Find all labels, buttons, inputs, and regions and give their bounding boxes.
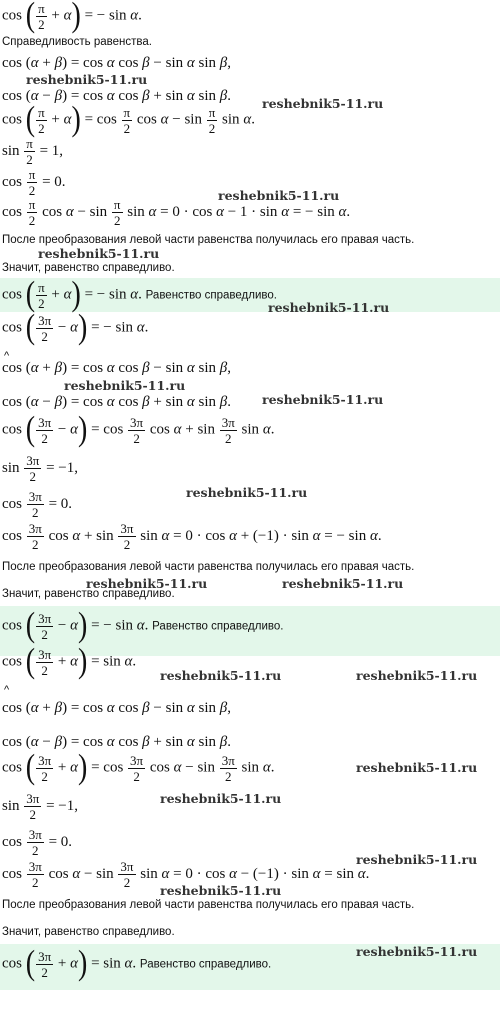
watermark: reshebnik5-11.ru xyxy=(282,576,404,591)
problem-3-statement: cos ( $\frac{3\pi}{2}$ + α) = sin α. xyxy=(2,642,137,681)
watermark: reshebnik5-11.ru xyxy=(356,760,478,775)
problem-1-cos-value: cos $\frac{\pi}{2}$ = 0. xyxy=(2,167,66,198)
watermark: reshebnik5-11.ru xyxy=(160,668,282,683)
problem-2-statement: cos ( $\frac{3\pi}{2}$ − α) = − sin α. xyxy=(2,308,149,347)
problem-1-conclusion-1: После преобразования левой части равенства получилась его правая часть. xyxy=(2,234,415,246)
problem-2-conclusion-1: После преобразования левой части равенства получилась его правая часть. xyxy=(2,561,415,573)
problem-2-cos-value: cos $\frac{3\pi}{2}$ = 0. xyxy=(2,489,73,520)
problem-2-computation: cos $\frac{3\pi}{2}$ cos α + sin $\frac{3\pi}{2}$ sin α = 0 · cos α + (−1) · sin α = − sin α. xyxy=(2,521,382,552)
problem-1-formula-sum: cos (α + β) = cos α cos β − sin α sin β, xyxy=(2,55,231,71)
problem-1-formula-diff: cos (α − β) = cos α cos β + sin α sin β. xyxy=(2,88,231,104)
watermark: reshebnik5-11.ru xyxy=(268,300,390,315)
problem-3-answer-note: Равенство справедливо. xyxy=(139,958,272,971)
problem-3-computation: cos $\frac{3\pi}{2}$ cos α − sin $\frac{3\pi}{2}$ sin α = 0 · cos α − (−1) · sin α = sin α. xyxy=(2,859,370,890)
problem-3-conclusion-1: После преобразования левой части равенства получилась его правая часть. xyxy=(2,899,415,911)
watermark: reshebnik5-11.ru xyxy=(86,576,208,591)
problem-3-cos-value: cos $\frac{3\pi}{2}$ = 0. xyxy=(2,827,73,858)
problem-2-conclusion-2: Значит, равенство справедливо. xyxy=(2,588,175,600)
watermark: reshebnik5-11.ru xyxy=(262,392,384,407)
problem-1-caption: Справедливость равенства. xyxy=(2,36,152,48)
problem-2-expansion: cos ( $\frac{3\pi}{2}$ − α) = cos $\frac{3\pi}{2}$ cos α + sin $\frac{3\pi}{2}$ sin α. xyxy=(2,410,275,449)
watermark: reshebnik5-11.ru xyxy=(160,883,282,898)
problem-3-conclusion-2: Значит, равенство справедливо. xyxy=(2,926,175,938)
watermark: reshebnik5-11.ru xyxy=(356,852,478,867)
problem-3-sin-value: sin $\frac{3\pi}{2}$ = −1, xyxy=(2,791,79,822)
problem-2-answer: cos ( $\frac{3\pi}{2}$ − α) = − sin α. Равенство справедливо. xyxy=(2,606,284,645)
problem-3-caption: ^ xyxy=(4,684,10,696)
watermark: reshebnik5-11.ru xyxy=(64,378,186,393)
watermark: reshebnik5-11.ru xyxy=(26,72,148,87)
watermark: reshebnik5-11.ru xyxy=(218,188,340,203)
problem-3-formula-sum: cos (α + β) = cos α cos β − sin α sin β, xyxy=(2,700,231,716)
problem-1-conclusion-2: Значит, равенство справедливо. xyxy=(2,262,175,274)
watermark: reshebnik5-11.ru xyxy=(356,668,478,683)
watermark: reshebnik5-11.ru xyxy=(186,485,308,500)
watermark: reshebnik5-11.ru xyxy=(38,246,160,261)
problem-1-answer: cos ( $\frac{\pi}{2}$ + α) = − sin α. Равенство справедливо. xyxy=(2,275,277,314)
watermark: reshebnik5-11.ru xyxy=(356,944,478,959)
problem-1-statement: cos ( $\frac{\pi}{2}$ + α) = − sin α. xyxy=(2,0,142,35)
problem-1-answer-note: Равенство справедливо. xyxy=(145,289,277,302)
problem-2-formula-sum: cos (α + β) = cos α cos β − sin α sin β, xyxy=(2,360,231,376)
problem-2-caption: ^ xyxy=(4,350,10,362)
watermark: reshebnik5-11.ru xyxy=(262,96,384,111)
problem-2-formula-diff: cos (α − β) = cos α cos β + sin α sin β. xyxy=(2,394,231,410)
watermark: reshebnik5-11.ru xyxy=(160,791,282,806)
problem-1-sin-value: sin $\frac{\pi}{2}$ = 1, xyxy=(2,136,64,167)
problem-1-computation: cos $\frac{\pi}{2}$ cos α − sin $\frac{\pi}{2}$ sin α = 0 · cos α − 1 · sin α = − sin α. xyxy=(2,197,351,228)
problem-3-expansion: cos ( $\frac{3\pi}{2}$ + α) = cos $\frac{3\pi}{2}$ cos α − sin $\frac{3\pi}{2}$ sin α. xyxy=(2,748,275,787)
problem-3-formula-diff: cos (α − β) = cos α cos β + sin α sin β. xyxy=(2,734,231,750)
problem-3-answer: cos ( $\frac{3\pi}{2}$ + α) = sin α. Равенство справедливо. xyxy=(2,944,272,983)
problem-2-sin-value: sin $\frac{3\pi}{2}$ = −1, xyxy=(2,453,79,484)
problem-2-answer-note: Равенство справедливо. xyxy=(152,620,284,633)
problem-1-expansion: cos ( $\frac{\pi}{2}$ + α) = cos $\frac{\pi}{2}$ cos α − sin $\frac{\pi}{2}$ sin α. xyxy=(2,100,255,139)
